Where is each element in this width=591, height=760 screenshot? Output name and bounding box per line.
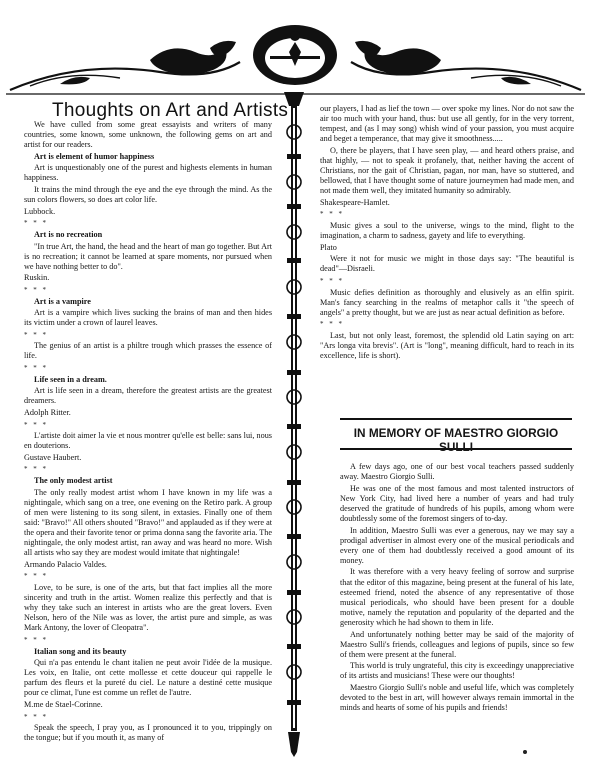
paragraph: It was therefore with a very heavy feeling of sorrow and surprise that the editor of this magazine, being present at the funeral of his late, esteemed friend, noted the absence of any representative of those musical periodicals, who should have been present for a double motive, namely the reputation and popularity of the departed and the generosity which he had shown to them in life. xyxy=(340,567,574,627)
paragraph: And unfortunately nothing better may be said of the majority of Maestro Sulli's friends, colleagues and legions of pupils, since so few of them were present at the funeral. xyxy=(340,629,574,659)
article-right-column xyxy=(320,104,574,363)
section-separator: * * * xyxy=(24,635,48,644)
section-separator: * * * xyxy=(320,320,344,329)
section-separator: * * * xyxy=(24,219,48,228)
section-separator: * * * xyxy=(24,572,48,581)
paragraph: O, there be players, that I have seen play, — and heard others praise, and that highly, — not to speak it profanely, that, neither having the accent of Christians, nor the gait of Christian, pagan, nor man, have so stuttered, and bellowed, that I have thought some of nature journeymen had made men, and not made them well, they imitated humanity so admirably. xyxy=(320,145,574,196)
paragraph: A few days ago, one of our best vocal teachers passed suddenly away. Maestro Giorgio Sulli. xyxy=(340,462,574,482)
paragraph: Music defies definition as thoroughly and elusively as an elfin spirit. Man's fancy searching in the realms of metaphor calls it "the speech of angels" a pretty thought, but we are just as near actual definition as before. xyxy=(320,287,574,317)
paragraph: He was one of the most famous and most talented instructors of New York City, had lived here a number of years and had truly deserved the gratitude of hundreds of his pupils, among whom were doubtlessly some of the foremost singers of to-day. xyxy=(340,483,574,523)
section-heading: Art is no recreation xyxy=(34,229,103,239)
paragraph: Art is unquestionably one of the purest and highests elements in human happiness. xyxy=(24,163,272,183)
paragraph: In addition, Maestro Sulli was ever a generous, nay we may say a prodigal advertiser in almost every one of the musical periodicals and every one of them had doubtlessly received a good amount of its money. xyxy=(340,525,574,565)
section-separator: * * * xyxy=(24,465,48,474)
page-speck xyxy=(523,750,527,754)
paragraph: Art is a vampire which lives sucking the brains of man and then hides its victim under a crown of laurel leaves. xyxy=(24,308,272,328)
paragraph: Qui n'a pas entendu le chant italien ne peut avoir l'idée de la musique. Les voix, en Italie, ont cette mollesse et cette douceur qui rappelle le parfum des fleurs et la pureté du ciel. Le nature a destiné cette musique pour ce climat, l'une est comme un reflet de l'autre. xyxy=(24,658,272,698)
ornamental-column-divider xyxy=(282,92,306,757)
paragraph: The only really modest artist whom I have known in my life was a nightingale, which sang on a tree, one evening on the Retiro park. A group of men were listening to its song silent, in extasies. Finally one of them said: "Bravo!" All others shouted "Bravo!" and applauded as if they were at the opera and their favorite tenor or prima donna sang the favorite aria. The nightingale, the only modest artist, ran away and was heard no more. Wish all artists who say they are modest would imitate that nightingale! xyxy=(24,487,272,558)
author-attribution: Ruskin. xyxy=(24,273,50,283)
paragraph: Love, to be sure, is one of the arts, but that fact implies all the more sincerity and truth in the artist. Women realize this perfectly and that is why they take such an interest in artists who are the great lovers. Even Nelson, hero of the Nile was as lover, the artist pure and simple, as was Mark Antony, the lover of Cleopatra". xyxy=(24,582,272,633)
section-separator: * * * xyxy=(24,712,48,721)
article-title: Thoughts on Art and Artists xyxy=(52,100,289,121)
section-heading: The only modest artist xyxy=(34,476,113,485)
memorial-title: IN MEMORY OF MAESTRO GIORGIO SULLI xyxy=(353,426,559,454)
paragraph: Art is life seen in a dream, therefore the greatest artists are the greatest dreamers. xyxy=(24,386,272,406)
ornamental-header-banner xyxy=(0,0,591,100)
paragraph: It trains the mind through the eye and the eye through the mind. As the sun colors flowers, so does art color life. xyxy=(24,185,272,205)
paragraph: Were it not for music we might in those days say: "The beautiful is dead"—Disraeli. xyxy=(320,254,574,274)
section-heading: Art is element of humor happiness xyxy=(34,151,155,161)
section-heading: Italian song and its beauty xyxy=(34,646,127,656)
paragraph: "In true Art, the hand, the head and the heart of man go together. But Art is no recreation; it cannot be learned at spare moments, nor pursued when we have nothing better to do". xyxy=(24,241,272,271)
author-attribution: Plato xyxy=(320,242,337,252)
section-separator: * * * xyxy=(320,210,344,219)
author-attribution: Shakespeare-Hamlet. xyxy=(320,197,390,207)
author-attribution: Armando Palacio Valdes. xyxy=(24,559,107,569)
section-separator: * * * xyxy=(24,364,48,373)
author-attribution: Lubbock. xyxy=(24,206,56,216)
section-heading: Art is a vampire xyxy=(34,296,91,306)
paragraph: L'artiste doit aimer la vie et nous montrer qu'elle est belle: sans lui, nous en douterions. xyxy=(24,431,272,451)
paragraph: our players, I had as lief the town — over spoke my lines. Nor do not saw the air too much with your hand, thus: but use all gently, for in the very torrent, tempest, and (as I may song) whish wind of your passion, you must acquire and beget a temperance, that may give it smoothness..... xyxy=(320,104,574,144)
section-separator: * * * xyxy=(24,420,48,429)
article-left-column xyxy=(24,120,272,745)
paragraph: Maestro Giorgio Sulli's noble and useful life, which was completely devoted to the best in art, will however always remain immortal in the minds and hearts of some of his pupils and friends! xyxy=(340,682,574,713)
paragraph: This world is truly ungrateful, this city is exceedingy unappreciative of its artists and musicians! These were our thoughts! xyxy=(340,661,574,681)
memorial-article-column xyxy=(340,462,574,715)
paragraph: Music gives a soul to the universe, wings to the mind, flight to the imagination, a charm to sadness, gayety and life to everything. xyxy=(320,221,574,241)
paragraph: Last, but not only least, foremost, the splendid old Latin saying on art: "Ars longa vita brevis". (Art is "long", meaning difficult, hard to reach in its excellence, life is short). xyxy=(320,330,574,361)
section-separator: * * * xyxy=(24,330,48,339)
section-separator: * * * xyxy=(320,277,344,285)
author-attribution: Adolph Ritter. xyxy=(24,407,71,417)
author-attribution: Gustave Haubert. xyxy=(24,452,82,462)
paragraph: We have culled from some great essayists and writers of many countries, some known, some unknown, the following gems on art and artist for our readers. xyxy=(24,120,272,150)
author-attribution: M.me de Stael-Corinne. xyxy=(24,699,103,709)
paragraph: Speak the speech, I pray you, as I pronounced it to you, trippingly on the tongue; but if you mouth it, as many of xyxy=(24,723,272,743)
paragraph: The genius of an artist is a philtre trough which prasses the essence of life. xyxy=(24,341,272,361)
section-separator: * * * xyxy=(24,285,48,294)
memorial-heading-box xyxy=(340,418,572,454)
section-heading: Life seen in a dream. xyxy=(34,374,107,384)
